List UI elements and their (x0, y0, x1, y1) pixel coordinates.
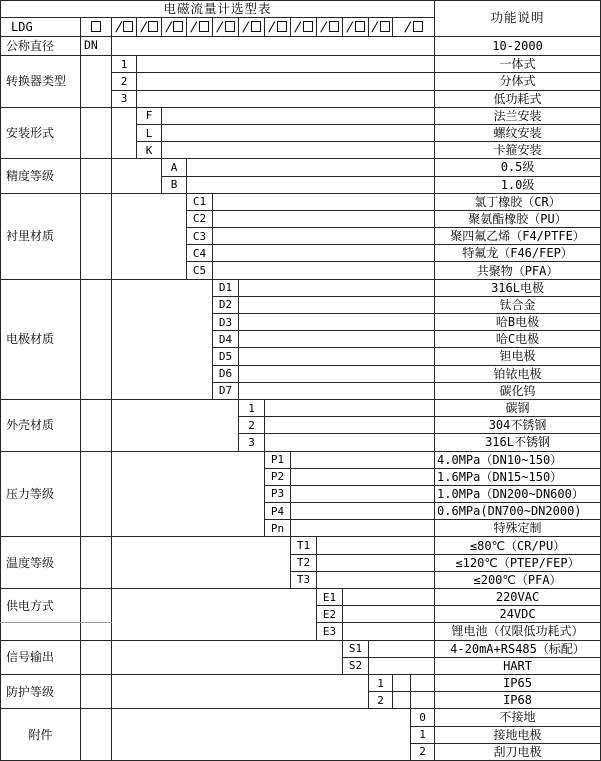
left-spacer (112, 451, 265, 537)
slot-cell (317, 18, 343, 37)
square-icon (303, 21, 313, 32)
function-value: 聚四氟乙烯（F4/PTFE） (435, 228, 601, 245)
right-spacer (343, 623, 435, 640)
square-icon (91, 21, 101, 32)
b-column-spacer (81, 279, 112, 399)
slash-icon: / (370, 19, 380, 35)
function-value: IP65 (435, 674, 601, 691)
right-spacer (265, 417, 435, 434)
function-value: IP68 (435, 692, 601, 709)
function-value: 1.6MPa（DN15~150） (435, 468, 601, 485)
function-value: 共聚物（PFA） (435, 262, 601, 279)
right-spacer (213, 262, 435, 279)
right-spacer (343, 589, 435, 606)
dn-box-cell (81, 18, 112, 37)
slash-icon: / (293, 19, 303, 35)
left-spacer (112, 537, 291, 589)
slash-icon: / (215, 19, 225, 35)
function-value: 碳钢 (435, 399, 601, 416)
right-spacer (393, 674, 411, 691)
function-value: 钛合金 (435, 296, 601, 313)
right-spacer (239, 348, 435, 365)
slot-cell (393, 18, 435, 37)
right-spacer (291, 485, 435, 502)
b-column-spacer (81, 56, 112, 108)
category-label: 衬里材质 (1, 193, 81, 279)
right-spacer (137, 73, 435, 90)
function-value: 0.5级 (435, 159, 601, 176)
slash-icon: / (403, 19, 413, 35)
right-spacer (213, 210, 435, 227)
code-cell: 3 (239, 434, 265, 451)
slash-icon: / (163, 19, 174, 35)
code-cell: D3 (213, 314, 239, 331)
slash-icon: / (189, 19, 199, 35)
right-spacer (265, 434, 435, 451)
slot-cell (265, 18, 291, 37)
slot-cell (213, 18, 239, 37)
left-spacer (112, 589, 317, 641)
left-spacer (112, 674, 369, 708)
function-value: 碳化钨 (435, 382, 601, 399)
function-value: 一体式 (435, 56, 601, 73)
left-spacer (112, 159, 162, 193)
function-value: 分体式 (435, 73, 601, 90)
square-icon (380, 21, 390, 32)
code-cell: C4 (187, 245, 213, 262)
square-icon (251, 21, 261, 32)
function-value: ≤80℃（CR/PU） (435, 537, 601, 554)
function-value: 4-20mA+RS485（标配） (435, 640, 601, 657)
code-cell: A (162, 159, 187, 176)
table-title: 电磁流量计选型表 (1, 1, 435, 18)
function-value: 低功耗式 (435, 90, 601, 107)
code-cell: Pn (265, 520, 291, 537)
function-value: 卡箍安装 (435, 142, 601, 159)
square-icon (277, 21, 287, 32)
function-value: 特氟龙（F46/FEP） (435, 245, 601, 262)
dn-code-cell: DN (81, 37, 112, 56)
right-spacer (291, 520, 435, 537)
slash-icon: / (267, 19, 277, 35)
function-value: 316L电极 (435, 279, 601, 296)
function-value: 螺纹安装 (435, 124, 601, 141)
code-cell: K (137, 142, 162, 159)
slot-cell (187, 18, 213, 37)
right-spacer (239, 279, 435, 296)
code-cell: 2 (112, 73, 137, 90)
function-value: 304不锈钢 (435, 417, 601, 434)
right-spacer (239, 331, 435, 348)
right-spacer (411, 692, 435, 709)
right-spacer (213, 193, 435, 210)
right-spacer (317, 571, 435, 588)
right-spacer (343, 606, 435, 623)
slot-cell (239, 18, 265, 37)
function-value: 刮刀电极 (435, 743, 601, 760)
slash-icon: / (241, 19, 251, 35)
category-label: 电极材质 (1, 279, 81, 399)
square-icon (329, 21, 339, 32)
code-cell: P1 (265, 451, 291, 468)
b-column-spacer (81, 589, 112, 623)
function-value: HART (435, 657, 601, 674)
right-spacer (239, 314, 435, 331)
function-value: 氯丁橡胶（CR） (435, 193, 601, 210)
code-cell: L (137, 124, 162, 141)
slot-cell (369, 18, 393, 37)
code-cell: S1 (343, 640, 369, 657)
left-spacer (112, 640, 343, 674)
category-label: 供电方式 (1, 589, 81, 623)
function-value: 不接地 (435, 709, 601, 726)
category-label: 安装形式 (1, 107, 81, 159)
function-column-header: 功能说明 (435, 1, 601, 37)
function-value: 聚氨酯橡胶（PU） (435, 210, 601, 227)
code-cell: C5 (187, 262, 213, 279)
left-spacer (112, 107, 137, 159)
right-spacer (393, 692, 411, 709)
left-spacer (112, 399, 239, 451)
code-cell: 1 (239, 399, 265, 416)
slot-cell (162, 18, 187, 37)
category-label: 公称直径 (1, 37, 81, 56)
function-value: 特殊定制 (435, 520, 601, 537)
code-cell: F (137, 107, 162, 124)
right-spacer (137, 56, 435, 73)
b-column-spacer (81, 159, 112, 193)
code-cell: C3 (187, 228, 213, 245)
function-value: 0.6MPa(DN700~DN2000) (435, 503, 601, 520)
b-column-spacer (81, 399, 112, 451)
slot-cell (343, 18, 369, 37)
b-column-spacer (81, 709, 112, 761)
category-label: 精度等级 (1, 159, 81, 193)
function-value: 钽电极 (435, 348, 601, 365)
right-spacer (291, 468, 435, 485)
function-value: 1.0级 (435, 176, 601, 193)
left-spacer (112, 279, 213, 399)
code-cell: 1 (112, 56, 137, 73)
function-value: 锂电池（仅限低功耗式） (435, 623, 601, 640)
right-spacer (317, 537, 435, 554)
right-spacer (239, 365, 435, 382)
right-spacer (187, 159, 435, 176)
code-cell: 2 (239, 417, 265, 434)
right-spacer (369, 640, 435, 657)
category-label: 转换器类型 (1, 56, 81, 108)
slot-cell (291, 18, 317, 37)
code-cell: 2 (411, 743, 435, 760)
b-column-spacer (81, 193, 112, 279)
code-cell: T2 (291, 554, 317, 571)
function-value: ≤200℃（PFA） (435, 571, 601, 588)
square-icon (173, 21, 183, 32)
right-spacer (137, 90, 435, 107)
code-cell: S2 (343, 657, 369, 674)
spacer-cell (112, 37, 435, 56)
code-cell: D6 (213, 365, 239, 382)
model-prefix: LDG (1, 18, 81, 37)
square-icon (355, 21, 365, 32)
code-cell: D7 (213, 382, 239, 399)
code-cell: P4 (265, 503, 291, 520)
category-label: 外壳材质 (1, 399, 81, 451)
slot-cell (112, 18, 137, 37)
square-icon (199, 21, 209, 32)
function-value: 24VDC (435, 606, 601, 623)
function-value: 接地电极 (435, 726, 601, 743)
right-spacer (239, 382, 435, 399)
code-cell: T1 (291, 537, 317, 554)
b-column-spacer (81, 107, 112, 159)
right-spacer (239, 296, 435, 313)
function-value: 10-2000 (435, 37, 601, 56)
right-spacer (265, 399, 435, 416)
slash-icon: / (113, 19, 124, 35)
left-spacer (112, 709, 411, 761)
function-value: 1.0MPa（DN200~DN600） (435, 485, 601, 502)
code-cell: 1 (411, 726, 435, 743)
category-label: 防护等级 (1, 674, 81, 708)
code-cell: 2 (369, 692, 393, 709)
code-cell: 0 (411, 709, 435, 726)
b-column-spacer (81, 623, 112, 640)
code-cell: E2 (317, 606, 343, 623)
slash-icon: / (319, 19, 329, 35)
right-spacer (162, 124, 435, 141)
function-value: 法兰安装 (435, 107, 601, 124)
right-spacer (213, 245, 435, 262)
code-cell: C2 (187, 210, 213, 227)
right-spacer (187, 176, 435, 193)
square-icon (413, 21, 423, 32)
category-label: 压力等级 (1, 451, 81, 537)
square-icon (123, 21, 133, 32)
right-spacer (213, 228, 435, 245)
code-cell: D4 (213, 331, 239, 348)
code-cell: E1 (317, 589, 343, 606)
slash-icon: / (138, 19, 149, 35)
category-label: 附件 (1, 709, 81, 761)
category-label: 温度等级 (1, 537, 81, 589)
code-cell: P2 (265, 468, 291, 485)
category-label: 信号输出 (1, 640, 81, 674)
right-spacer (411, 674, 435, 691)
b-column-spacer (81, 537, 112, 589)
function-value: ≤120℃（PTEP/FEP） (435, 554, 601, 571)
square-icon (225, 21, 235, 32)
code-cell: D2 (213, 296, 239, 313)
right-spacer (369, 657, 435, 674)
code-cell: 3 (112, 90, 137, 107)
left-spacer (112, 193, 187, 279)
function-value: 哈B电极 (435, 314, 601, 331)
code-cell: E3 (317, 623, 343, 640)
b-column-spacer (81, 674, 112, 708)
code-cell: B (162, 176, 187, 193)
function-value: 4.0MPa（DN10~150） (435, 451, 601, 468)
b-column-spacer (81, 640, 112, 674)
function-value: 铂铱电极 (435, 365, 601, 382)
right-spacer (317, 554, 435, 571)
right-spacer (291, 503, 435, 520)
code-cell: T3 (291, 571, 317, 588)
code-cell: D5 (213, 348, 239, 365)
code-cell: 1 (369, 674, 393, 691)
code-cell: D1 (213, 279, 239, 296)
right-spacer (162, 142, 435, 159)
right-spacer (291, 451, 435, 468)
code-cell: P3 (265, 485, 291, 502)
code-cell: C1 (187, 193, 213, 210)
function-value: 哈C电极 (435, 331, 601, 348)
category-label-extension (1, 623, 81, 640)
slash-icon: / (345, 19, 355, 35)
square-icon (148, 21, 158, 32)
slot-cell (137, 18, 162, 37)
b-column-spacer (81, 451, 112, 537)
function-value: 220VAC (435, 589, 601, 606)
function-value: 316L不锈钢 (435, 434, 601, 451)
right-spacer (162, 107, 435, 124)
